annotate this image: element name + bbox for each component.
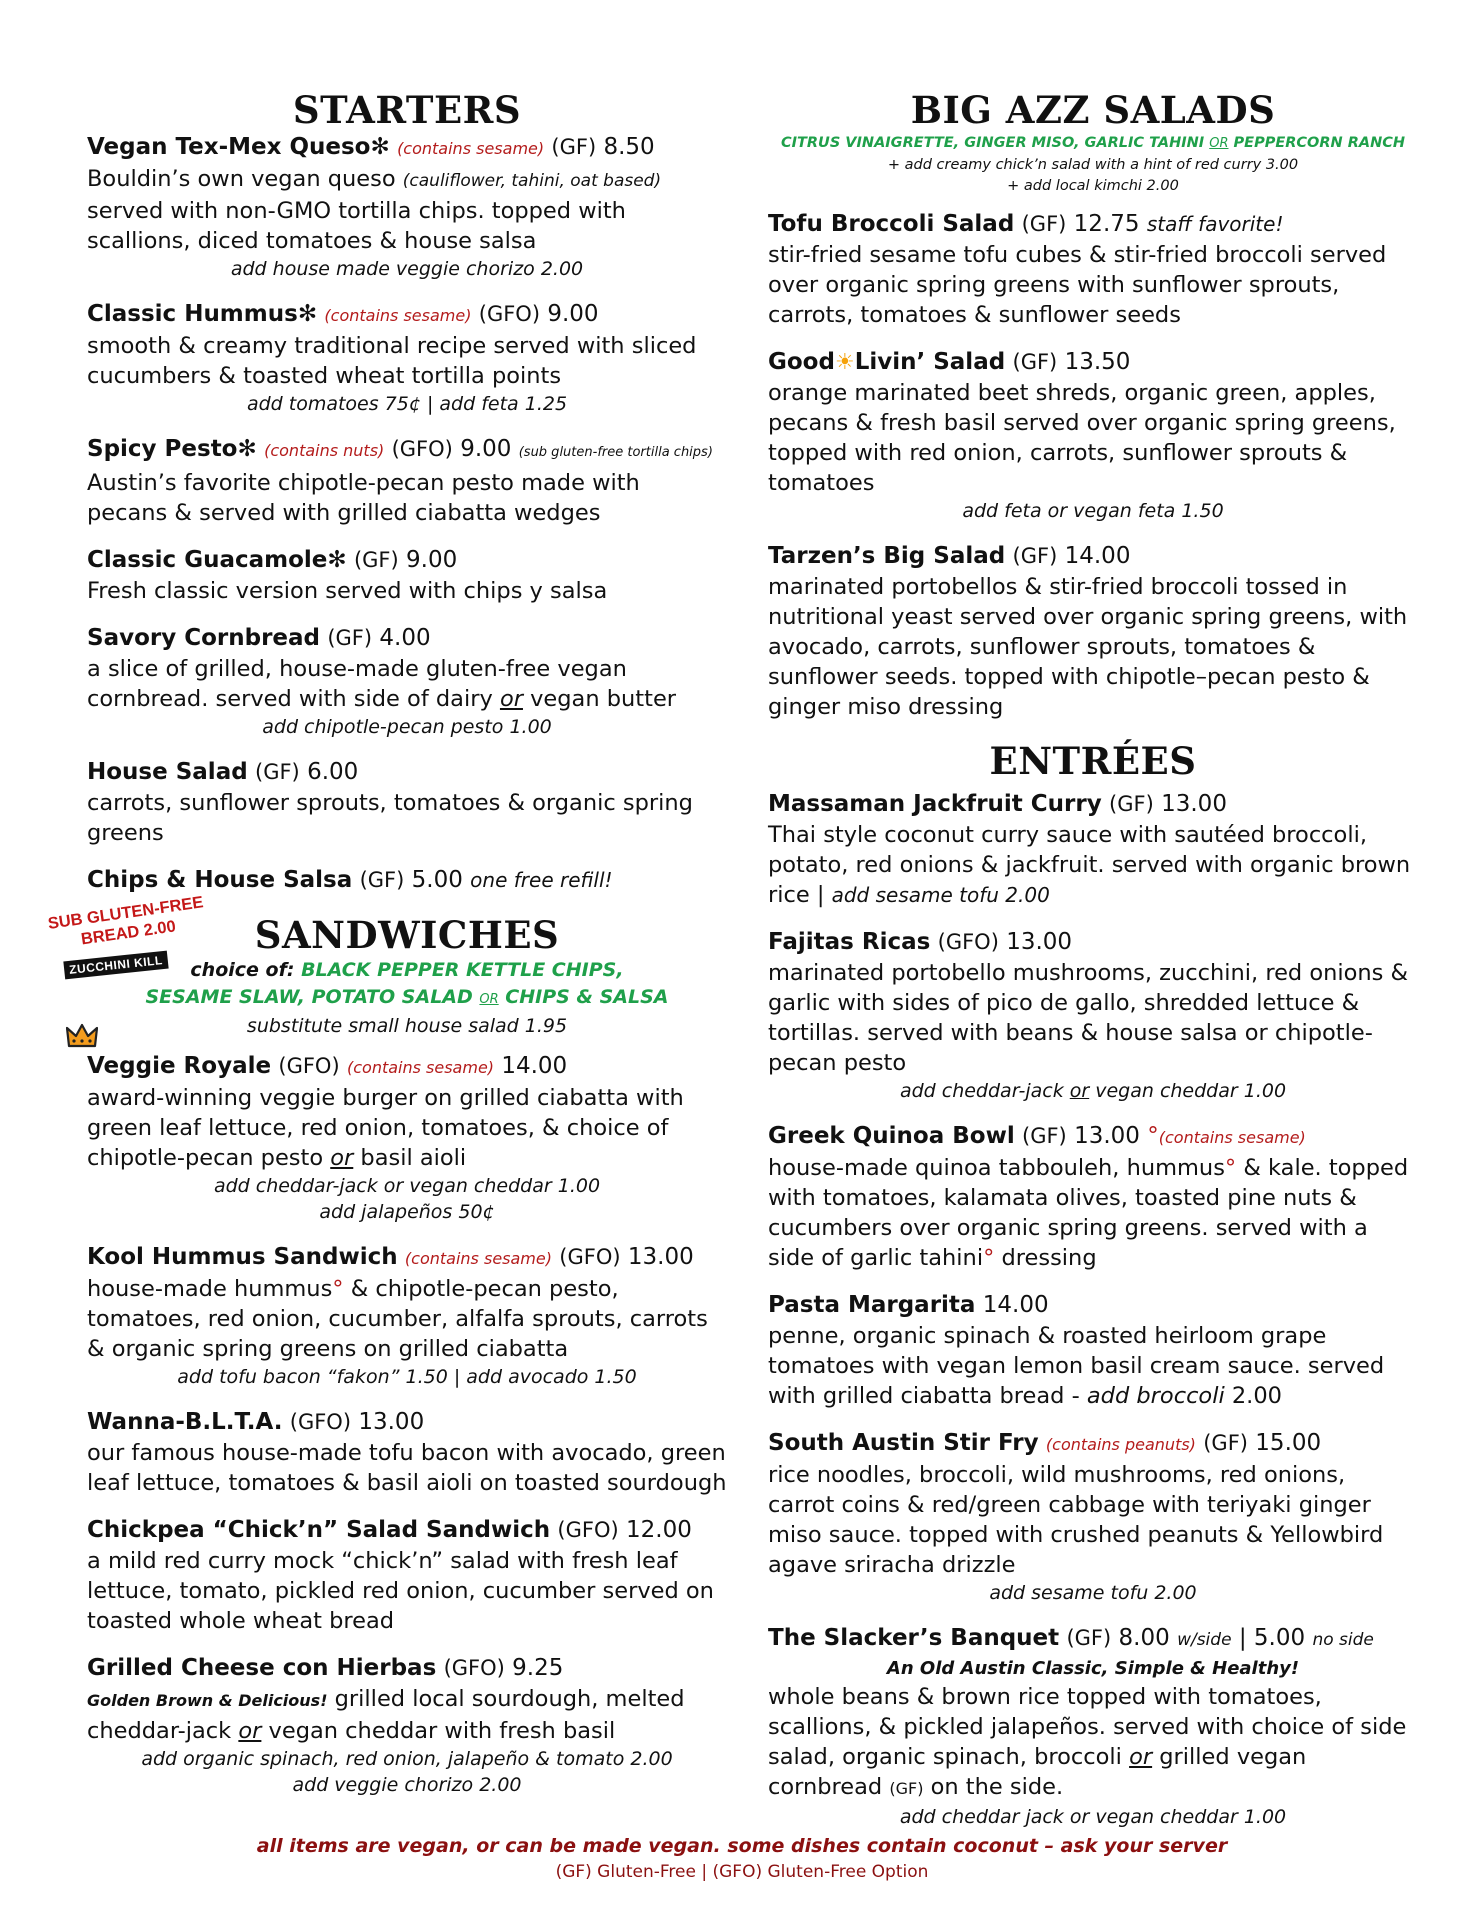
- item-addon: add tofu bacon “fakon” 1.50 | add avocado 1.50: [177, 1366, 637, 1388]
- item-name: Greek Quinoa Bowl: [768, 1123, 1015, 1149]
- menu-item: [768, 347, 1418, 524]
- menu-item: [87, 865, 727, 896]
- diet-tag: (GF): [255, 760, 300, 784]
- entrees-title: ENTRÉES: [989, 739, 1197, 783]
- allergen-note: (contains sesame): [346, 1058, 495, 1077]
- diet-tag: (GFO): [557, 1518, 619, 1542]
- item-description: marinated portobello mushrooms, zucchini, red onions & garlic with sides of pico de gallo, shredded lettuce & tortillas. served with beans & house salsa or chipotle-pecan pesto: [768, 960, 1409, 1076]
- item-name: Spicy Pesto: [87, 436, 238, 462]
- item-name: Savory Cornbread: [87, 625, 321, 651]
- diet-tag: (GF): [1012, 544, 1058, 568]
- allergen-note: (contains sesame): [1158, 1128, 1306, 1147]
- salad-addon: + add creamy chick’n salad with a hint of red curry 3.00: [887, 157, 1299, 173]
- item-tagline: An Old Austin Classic, Simple & Healthy!: [886, 1658, 1300, 1679]
- item-price: 12.75: [1073, 211, 1140, 237]
- sides-choice: choice of: BLACK PEPPER KETTLE CHIPS, SESAME SLAW, POTATO SALAD OR CHIPS & SALSA: [145, 959, 669, 1008]
- diet-tag: (GFO): [289, 1410, 352, 1434]
- item-description: orange marinated beet shreds, organic green, apples, pecans & fresh basil served over organic spring greens, topped with red onion, carrots, sunflower sprouts & tomatoes: [768, 380, 1396, 496]
- diet-tag: (GFO): [559, 1245, 621, 1269]
- diet-tag: (GF): [1109, 792, 1154, 816]
- diet-tag: (GFO): [937, 930, 999, 954]
- menu-item: [768, 209, 1418, 330]
- diet-tag: (GF): [1022, 1124, 1067, 1148]
- item-name: Massaman Jackfruit Curry: [768, 791, 1102, 817]
- item-price: 14.00: [501, 1053, 568, 1079]
- menu-item: [768, 1290, 1418, 1411]
- allergen-note: (contains nuts): [264, 441, 385, 460]
- item-addon: add jalapeños 50¢: [319, 1201, 495, 1223]
- menu-item: [768, 541, 1418, 722]
- diet-tag: (GFO): [478, 302, 541, 326]
- item-description: Austin’s favorite chipotle-pecan pesto made with pecans & served with grilled ciabatta wedges: [87, 470, 640, 526]
- item-price: 14.00: [982, 1292, 1049, 1318]
- footer-vegan-note: all items are vegan, or can be made vegan. some dishes contain coconut – ask your server: [256, 1835, 1228, 1857]
- diet-tag: (GF): [359, 868, 405, 892]
- menu-item: [87, 1515, 727, 1636]
- item-price: 9.00: [460, 436, 512, 462]
- menu-item: [87, 1242, 727, 1390]
- item-price: 13.00: [627, 1244, 694, 1270]
- allergen-note: (contains sesame): [324, 306, 472, 325]
- item-price: 6.00: [307, 759, 359, 785]
- crown-icon: [66, 1022, 98, 1050]
- item-price: 13.00: [358, 1409, 425, 1435]
- menu-item: [87, 132, 727, 282]
- item-name: Tarzen’s Big Salad: [768, 543, 1006, 569]
- diet-tag: (GF): [353, 548, 399, 572]
- price-note: no side: [1312, 1630, 1374, 1650]
- asterisk-icon: ✻: [370, 134, 390, 160]
- item-price: 8.00: [1118, 1625, 1170, 1651]
- diet-tag: (GF): [1012, 350, 1058, 374]
- item-description: whole beans & brown rice topped with tomatoes, scallions, & pickled jalapeños. served with choice of side salad, organic spinach, broccoli or grilled vegan cornbread (GF) on the side.: [768, 1684, 1407, 1800]
- item-name: Chickpea “Chick’n” Salad Sandwich: [87, 1517, 551, 1543]
- item-name: The Slacker’s Banquet: [768, 1625, 1060, 1651]
- item-price-alt: 5.00: [1253, 1625, 1306, 1651]
- allergen-note: (contains sesame): [397, 139, 545, 158]
- item-description: a mild red curry mock “chick’n” salad with fresh leaf lettuce, tomato, pickled red onion, cucumber served on toasted whole wheat bread: [87, 1548, 714, 1634]
- item-name: Good☀Livin’ Salad: [768, 349, 1006, 375]
- item-price: 9.00: [406, 547, 458, 573]
- item-addon: add tomatoes 75¢ | add feta 1.25: [246, 393, 568, 415]
- menu-item: [87, 1653, 727, 1798]
- menu-item: [87, 545, 727, 606]
- diet-tag: (GF): [551, 135, 597, 159]
- diet-tag: (GFO): [391, 437, 453, 461]
- diet-tag: (GFO): [278, 1054, 340, 1078]
- menu-item: [87, 299, 727, 417]
- item-description: a slice of grilled, house-made gluten-free vegan cornbread. served with side of dairy or vegan butter: [87, 656, 677, 712]
- item-description: award-winning veggie burger on grilled ciabatta with green leaf lettuce, red onion, tomatoes, & choice of chipotle-pecan pesto or basil aioli: [87, 1085, 684, 1171]
- item-price: 4.00: [379, 625, 431, 651]
- item-price: 13.00: [1161, 791, 1227, 817]
- item-price: 13.00: [1074, 1123, 1140, 1149]
- allergen-note: (contains peanuts): [1045, 1435, 1196, 1454]
- item-addon: add organic spinach, red onion, jalapeño & tomato 2.00: [141, 1748, 673, 1770]
- item-subnote: (sub gluten-free tortilla chips): [518, 445, 713, 460]
- item-extra: one free refill!: [470, 868, 613, 892]
- item-extra: staff favorite!: [1146, 212, 1284, 236]
- price-separator: |: [1238, 1625, 1247, 1651]
- item-price: 15.00: [1255, 1430, 1322, 1456]
- menu-item: [768, 789, 1418, 910]
- item-price: 13.50: [1064, 349, 1131, 375]
- item-addon: add cheddar jack or vegan cheddar 1.00: [899, 1806, 1287, 1828]
- salads-title: BIG AZZ SALADS: [910, 88, 1276, 132]
- asterisk-icon: ✻: [327, 547, 347, 573]
- item-description: penne, organic spinach & roasted heirloom grape tomatoes with vegan lemon basil cream sauce. served with grilled ciabatta bread - add broccoli 2.00: [768, 1323, 1385, 1409]
- item-name: Wanna-B.L.T.A.: [87, 1409, 283, 1435]
- left-column: [87, 88, 727, 1815]
- diet-tag: (GF): [1021, 212, 1067, 236]
- item-name: South Austin Stir Fry: [768, 1430, 1039, 1456]
- item-price: 13.00: [1006, 929, 1073, 955]
- item-description: our famous house-made tofu bacon with avocado, green leaf lettuce, tomatoes & basil aioli on toasted sourdough: [87, 1440, 727, 1496]
- diet-tag: (GF): [1203, 1431, 1248, 1455]
- item-name: Chips & House Salsa: [87, 867, 353, 893]
- item-price: 14.00: [1064, 543, 1131, 569]
- diet-tag: (GF): [327, 626, 373, 650]
- salad-addon: + add local kimchi 2.00: [1007, 178, 1179, 194]
- item-price: 5.00: [411, 867, 463, 893]
- asterisk-icon: ✻: [297, 301, 318, 327]
- menu-item: [768, 1121, 1418, 1273]
- menu-item: [87, 623, 727, 740]
- item-price: 9.25: [512, 1655, 564, 1681]
- right-column: [768, 88, 1418, 1847]
- menu-item: [768, 927, 1418, 1104]
- item-name: Tofu Broccoli Salad: [768, 211, 1015, 237]
- starters-title: STARTERS: [292, 88, 522, 132]
- item-addon: add feta or vegan feta 1.50: [962, 500, 1224, 522]
- item-addon: add chipotle-pecan pesto 1.00: [262, 716, 552, 738]
- item-addon: add house made veggie chorizo 2.00: [230, 258, 584, 280]
- item-description: marinated portobellos & stir-fried broccoli tossed in nutritional yeast served over organic spring greens, with avocado, carrots, sunflower sprouts, tomatoes & sunflower seeds. topped with chipotle–pecan pesto & ginger miso dressing: [768, 574, 1408, 720]
- degree-mark: °: [1147, 1123, 1159, 1149]
- item-name: Classic Hummus: [87, 301, 298, 327]
- menu-item: [768, 1623, 1418, 1830]
- allergen-note: (contains sesame): [404, 1249, 552, 1268]
- item-name: Grilled Cheese con Hierbas: [87, 1655, 437, 1681]
- item-description: house-made hummus° & chipotle-pecan pesto, tomatoes, red onion, cucumber, alfalfa sprouts, carrots & organic spring greens on grilled ciabatta: [87, 1276, 708, 1362]
- item-addon: add veggie chorizo 2.00: [292, 1774, 522, 1796]
- item-description: Golden Brown & Delicious! grilled local sourdough, melted cheddar-jack or vegan cheddar with fresh basil: [87, 1686, 685, 1744]
- item-price: 12.00: [626, 1517, 692, 1543]
- item-name: Fajitas Ricas: [768, 929, 931, 955]
- item-name: House Salad: [87, 759, 248, 785]
- item-description: Bouldin’s own vegan queso (cauliflower, tahini, oat based) served with non-GMO tortilla chips. topped with scallions, diced tomatoes & house salsa: [87, 166, 662, 254]
- item-price: 8.50: [603, 134, 655, 160]
- item-price: 9.00: [547, 301, 599, 327]
- item-description: rice noodles, broccoli, wild mushrooms, red onions, carrot coins & red/green cabbage with teriyaki ginger miso sauce. topped with crushed peanuts & Yellowbird agave sriracha drizzle: [768, 1462, 1384, 1578]
- substitute-note: substitute small house salad 1.95: [246, 1015, 568, 1037]
- sandwiches-title: SANDWICHES: [254, 913, 560, 957]
- item-addon: add cheddar-jack or vegan cheddar 1.00: [899, 1080, 1287, 1102]
- menu-item: [87, 434, 727, 528]
- price-note: w/side: [1177, 1630, 1232, 1650]
- item-name: Vegan Tex-Mex Queso: [87, 134, 371, 160]
- menu-item: [87, 1051, 727, 1225]
- item-description: Fresh classic version served with chips y salsa: [87, 578, 608, 604]
- item-name: Classic Guacamole: [87, 547, 328, 573]
- item-name: Veggie Royale: [87, 1053, 272, 1079]
- gluten-free-promo: SUB GLUTEN-FREE BREAD 2.00: [46, 893, 205, 949]
- item-description: house-made quinoa tabbouleh, hummus° & kale. topped with tomatoes, kalamata olives, toasted pine nuts & cucumbers over organic spring greens. served with a side of garlic tahini° dressing: [768, 1155, 1409, 1271]
- item-description: carrots, sunflower sprouts, tomatoes & organic spring greens: [87, 790, 693, 846]
- item-name: Pasta Margarita: [768, 1292, 976, 1318]
- menu-item: [87, 1407, 727, 1498]
- zucchini-kill-logo: ZUCCHINI KILL: [63, 951, 168, 980]
- footer-legend: (GF) Gluten-Free | (GFO) Gluten-Free Option: [555, 1862, 929, 1882]
- item-addon: add sesame tofu 2.00: [989, 1582, 1197, 1604]
- menu-item: [768, 1428, 1418, 1606]
- dressings-list: CITRUS VINAIGRETTE, GINGER MISO, GARLIC TAHINI OR PEPPERCORN RANCH: [780, 135, 1406, 151]
- item-name: Kool Hummus Sandwich: [87, 1244, 398, 1270]
- sun-icon: ☀: [834, 350, 855, 375]
- diet-tag: (GFO): [443, 1656, 505, 1680]
- item-description: stir-fried sesame tofu cubes & stir-fried broccoli served over organic spring greens with sunflower sprouts, carrots, tomatoes & sunflower seeds: [768, 242, 1387, 328]
- item-description: Thai style coconut curry sauce with sautéed broccoli, potato, red onions & jackfruit. served with organic brown rice | add sesame tofu 2.00: [768, 822, 1411, 908]
- item-description: smooth & creamy traditional recipe served with sliced cucumbers & toasted wheat tortilla points: [87, 333, 697, 389]
- diet-tag: (GF): [1066, 1626, 1112, 1650]
- item-addon: add cheddar-jack or vegan cheddar 1.00: [213, 1175, 601, 1197]
- asterisk-icon: ✻: [237, 436, 257, 462]
- menu-item: [87, 757, 727, 848]
